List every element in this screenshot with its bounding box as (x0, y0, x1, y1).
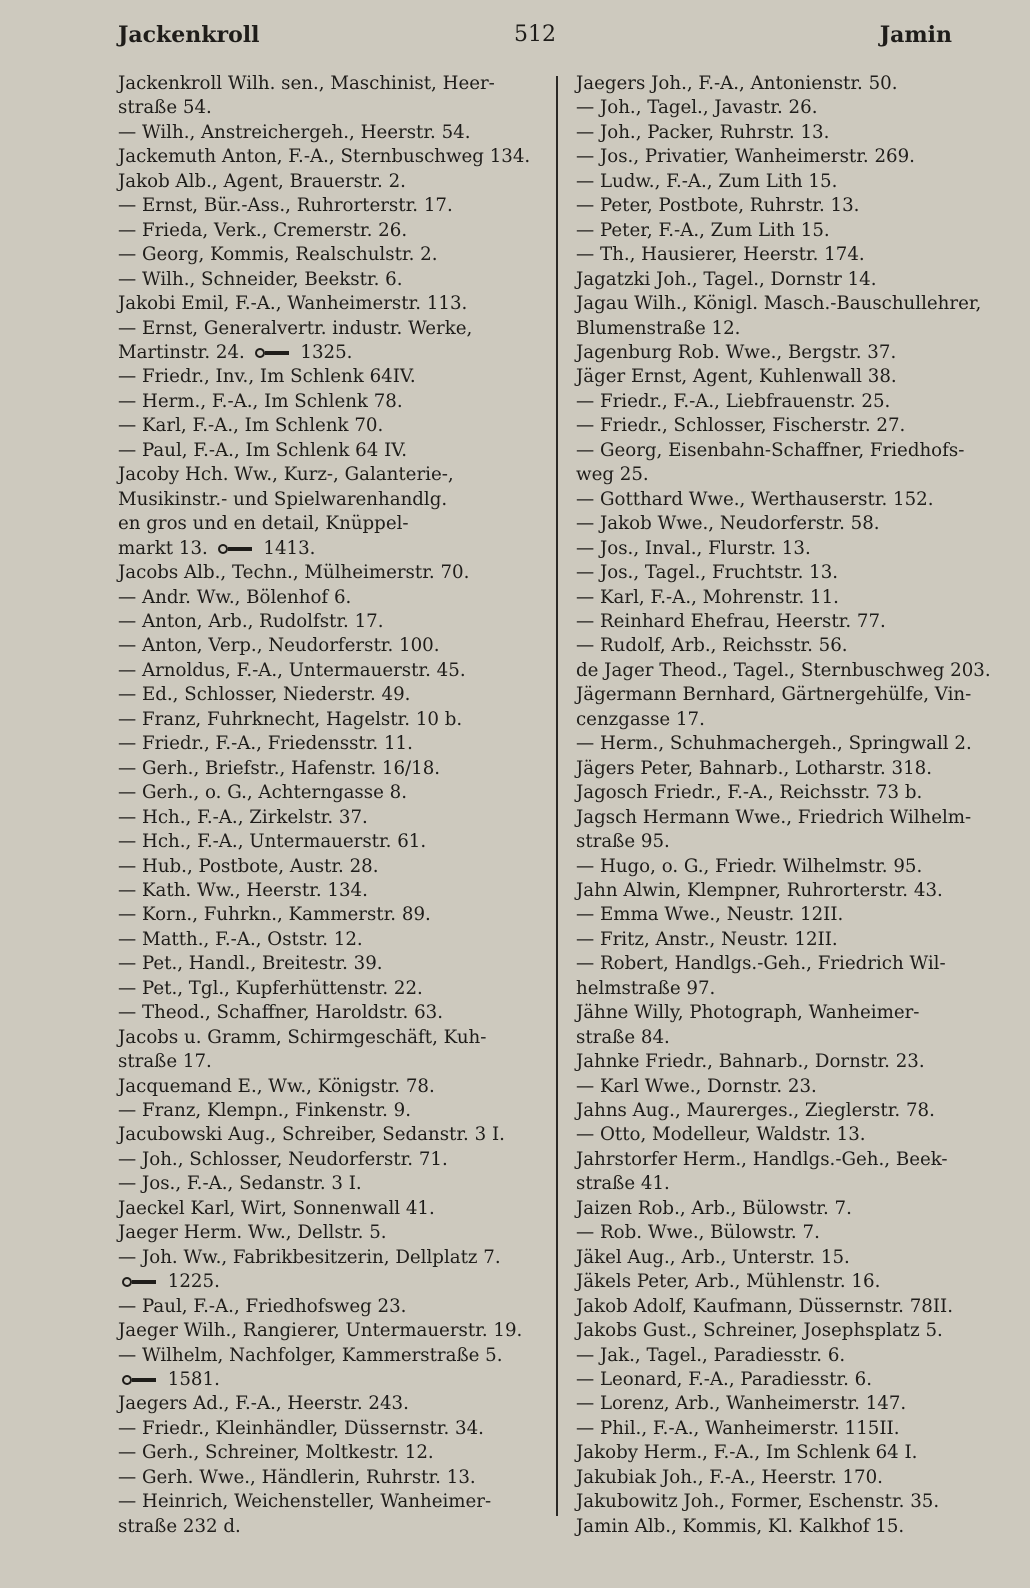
directory-entry (576, 561, 996, 585)
directory-entry (118, 72, 538, 121)
entry-line: — Jos., Tagel., Fruchtstr. 13. (576, 562, 839, 584)
entry-line: Jahrstorfer Herm., Handlgs.-Geh., Beek- (576, 1148, 948, 1170)
directory-entry (576, 1197, 996, 1221)
directory-entry (576, 170, 996, 194)
entry-line: Jäger Ernst, Agent, Kuhlenwall 38. (576, 366, 897, 388)
entry-line: straße 17. (118, 1051, 212, 1073)
directory-entry (118, 292, 538, 316)
directory-entry (118, 390, 538, 414)
entry-line: — Gerh. Wwe., Händlerin, Ruhrstr. 13. (118, 1466, 476, 1488)
entry-line: Jägers Peter, Bahnarb., Lotharstr. 318. (576, 757, 933, 779)
entry-line: Jakobi Emil, F.-A., Wanheimerstr. 113. (118, 293, 468, 315)
entry-line: Jagsch Hermann Wwe., Friedrich Wilhelm- (576, 806, 972, 828)
directory-entry (118, 145, 538, 169)
directory-entry (576, 659, 996, 683)
entry-line: — Paul, F.-A., Im Schlenk 64 IV. (118, 439, 408, 461)
directory-entry (118, 1295, 538, 1319)
entry-line: — Gotthard Wwe., Werthauserstr. 152. (576, 488, 934, 510)
entry-line: Jagau Wilh., Königl. Masch.-Bauschullehrer, (576, 293, 982, 315)
entry-line: — Otto, Modelleur, Waldstr. 13. (576, 1124, 866, 1146)
entry-line: — Phil., F.-A., Wanheimerstr. 115II. (576, 1417, 900, 1439)
entry-line: — Kath. Ww., Heerstr. 134. (118, 879, 368, 901)
directory-entry (576, 1344, 996, 1368)
entry-line: — Jak., Tagel., Paradiesstr. 6. (576, 1344, 846, 1366)
entry-line: Jagenburg Rob. Wwe., Bergstr. 37. (576, 341, 897, 363)
entry-line: — Lorenz, Arb., Wanheimerstr. 147. (576, 1393, 907, 1415)
directory-entry (576, 390, 996, 414)
directory-entry (118, 806, 538, 830)
entry-line: — Jakob Wwe., Neudorferstr. 58. (576, 513, 880, 535)
entry-line: — Hch., F.-A., Untermauerstr. 61. (118, 831, 427, 853)
directory-entry (118, 1148, 538, 1172)
entry-line: — Robert, Handlgs.-Geh., Friedrich Wil- (576, 953, 946, 975)
directory-entry (118, 1441, 538, 1465)
directory-entry (118, 879, 538, 903)
directory-entry (118, 219, 538, 243)
directory-entry (118, 952, 538, 976)
directory-entry (576, 855, 996, 879)
directory-entry (118, 194, 538, 218)
directory-entry (576, 634, 996, 658)
entry-line: — Gerh., Briefstr., Hafenstr. 16/18. (118, 757, 441, 779)
directory-entry (576, 488, 996, 512)
directory-entry (576, 72, 996, 96)
directory-entry (576, 732, 996, 756)
entry-line: Jakob Alb., Agent, Brauerstr. 2. (118, 170, 406, 192)
entry-line: 1225. (190, 1270, 538, 1294)
directory-entry (576, 1246, 996, 1270)
entry-line: — Rob. Wwe., Bülowstr. 7. (576, 1222, 820, 1244)
directory-entry (118, 903, 538, 927)
entry-line: straße 41. (576, 1173, 670, 1195)
entry-line: Martinstr. 24. 1325. (118, 341, 353, 363)
directory-entry (576, 1490, 996, 1514)
entry-line: — Friedr., Kleinhändler, Düssernstr. 34. (118, 1417, 484, 1439)
entry-line: — Anton, Verp., Neudorferstr. 100. (118, 635, 440, 657)
entry-line: — Matth., F.-A., Oststr. 12. (118, 928, 363, 950)
entry-line: Jaeger Herm. Ww., Dellstr. 5. (118, 1222, 387, 1244)
entry-line: Jagatzki Joh., Tagel., Dornstr 14. (576, 268, 877, 290)
entry-line: — Gerh., Schreiner, Moltkestr. 12. (118, 1442, 434, 1464)
header-last-entry: Jamin (879, 22, 952, 48)
entry-line: — Wilh., Schneider, Beekstr. 6. (118, 268, 403, 290)
entry-line: Jakubowitz Joh., Former, Eschenstr. 35. (576, 1491, 940, 1513)
directory-entry (576, 341, 996, 365)
directory-entry (118, 1221, 538, 1245)
entry-line: Jaeckel Karl, Wirt, Sonnenwall 41. (118, 1197, 435, 1219)
entry-line: — Friedr., F.-A., Liebfrauenstr. 25. (576, 390, 891, 412)
directory-entry (576, 1319, 996, 1343)
directory-entry (118, 830, 538, 854)
entry-line: cenzgasse 17. (576, 708, 705, 730)
directory-entry (576, 781, 996, 805)
directory-entry (576, 1099, 996, 1123)
entry-line: — Wilhelm, Nachfolger, Kammerstraße 5. (118, 1344, 503, 1366)
entry-line: — Jos., F.-A., Sedanstr. 3 I. (118, 1173, 362, 1195)
directory-entry (118, 243, 538, 267)
entry-line: Jacubowski Aug., Schreiber, Sedanstr. 3 I. (118, 1124, 505, 1146)
entry-line: — Heinrich, Weichensteller, Wanheimer- (118, 1491, 492, 1513)
entry-line: — Karl Wwe., Dornstr. 23. (576, 1075, 817, 1097)
entry-line: — Ludw., F.-A., Zum Lith 15. (576, 170, 838, 192)
entry-line: Jacobs Alb., Techn., Mülheimerstr. 70. (118, 562, 470, 584)
entry-line: Jackemuth Anton, F.-A., Sternbuschweg 134. (118, 146, 531, 168)
directory-entry (118, 1075, 538, 1099)
directory-entry (576, 1148, 996, 1197)
entry-line: — Andr. Ww., Bölenhof 6. (118, 586, 352, 608)
directory-entry (118, 1490, 538, 1539)
directory-entry (118, 268, 538, 292)
entry-line: straße 84. (576, 1026, 670, 1048)
entry-line: — Pet., Handl., Breitestr. 39. (118, 953, 383, 975)
entry-line: Blumenstraße 12. (576, 317, 741, 339)
directory-entry (576, 1270, 996, 1294)
directory-entry (576, 1221, 996, 1245)
entry-line: markt 13. 1413. (118, 537, 316, 559)
entry-line: 1581. (190, 1368, 538, 1392)
entry-line: de Jager Theod., Tagel., Sternbuschweg 203. (576, 659, 991, 681)
directory-entry (576, 145, 996, 169)
entry-line: Jamin Alb., Kommis, Kl. Kalkhof 15. (576, 1515, 905, 1537)
directory-entry (118, 1417, 538, 1441)
entry-line: — Georg, Eisenbahn-Schaffner, Friedhofs- (576, 439, 965, 461)
entry-line: weg 25. (576, 464, 649, 486)
directory-entry (118, 781, 538, 805)
entry-line: Musikinstr.- und Spielwarenhandlg. (118, 488, 448, 510)
directory-entry (576, 928, 996, 952)
entry-line: Jäkel Aug., Arb., Unterstr. 15. (576, 1246, 850, 1268)
entry-line: — Pet., Tgl., Kupferhüttenstr. 22. (118, 977, 423, 999)
entry-line: — Korn., Fuhrkn., Kammerstr. 89. (118, 904, 431, 926)
entry-line: Jacoby Hch. Ww., Kurz-, Galanterie-, (118, 464, 454, 486)
entry-line: — Georg, Kommis, Realschulstr. 2. (118, 244, 438, 266)
directory-entry (576, 1417, 996, 1441)
directory-entry (576, 903, 996, 927)
directory-entry (118, 757, 538, 781)
entry-line: — Ernst, Bür.-Ass., Ruhrorterstr. 17. (118, 195, 453, 217)
directory-entry (576, 586, 996, 610)
entry-line: Jackenkroll Wilh. sen., Maschinist, Heer- (118, 73, 495, 94)
directory-entry (118, 1319, 538, 1343)
entry-line: Jakubiak Joh., F.-A., Heerstr. 170. (576, 1466, 883, 1488)
directory-entry (576, 414, 996, 438)
entry-line: Jahnke Friedr., Bahnarb., Dornstr. 23. (576, 1051, 925, 1073)
directory-entry (576, 268, 996, 292)
telephone-key-icon (122, 1374, 156, 1386)
entry-line: — Peter, F.-A., Zum Lith 15. (576, 219, 830, 241)
entry-line: Jagosch Friedr., F.-A., Reichsstr. 73 b. (576, 782, 923, 804)
entry-line: — Joh., Tagel., Javastr. 26. (576, 97, 818, 119)
directory-entry (118, 1001, 538, 1025)
entry-line: straße 95. (576, 831, 670, 853)
telephone-key-icon (255, 347, 289, 359)
entry-line: — Anton, Arb., Rudolfstr. 17. (118, 610, 384, 632)
directory-entry (118, 634, 538, 658)
directory-entry (576, 1075, 996, 1099)
directory-entry (118, 1466, 538, 1490)
entry-line: Jaegers Ad., F.-A., Heerstr. 243. (118, 1393, 409, 1415)
directory-entry (576, 1295, 996, 1319)
directory-entry (118, 659, 538, 683)
directory-entry (118, 463, 538, 561)
directory-entry (576, 952, 996, 1001)
directory-entry (576, 1515, 996, 1539)
entry-line: — Theod., Schaffner, Haroldstr. 63. (118, 1002, 444, 1024)
entry-line: — Hugo, o. G., Friedr. Wilhelmstr. 95. (576, 855, 923, 877)
entry-line: — Gerh., o. G., Achterngasse 8. (118, 782, 407, 804)
directory-entry (118, 1099, 538, 1123)
directory-entry (118, 1026, 538, 1075)
directory-entry (576, 219, 996, 243)
directory-entry (576, 512, 996, 536)
entry-line: Jakoby Herm., F.-A., Im Schlenk 64 I. (576, 1442, 918, 1464)
entry-line: helmstraße 97. (576, 977, 716, 999)
entry-line: Jahns Aug., Maurerges., Zieglerstr. 78. (576, 1100, 935, 1122)
directory-entry (576, 96, 996, 120)
page-header (118, 22, 952, 52)
entry-line: — Leonard, F.-A., Paradiesstr. 6. (576, 1369, 873, 1391)
directory-entry (118, 170, 538, 194)
directory-entry (576, 1466, 996, 1490)
entry-line: Jägermann Bernhard, Gärtnergehülfe, Vin- (576, 684, 972, 706)
entry-line: — Friedr., F.-A., Friedensstr. 11. (118, 733, 413, 755)
entry-line: — Fritz, Anstr., Neustr. 12II. (576, 928, 838, 950)
entry-line: — Ernst, Generalvertr. industr. Werke, (118, 317, 473, 339)
entry-line: — Hub., Postbote, Austr. 28. (118, 855, 379, 877)
directory-entry (576, 1050, 996, 1074)
directory-entry (576, 121, 996, 145)
directory-entry (576, 243, 996, 267)
entry-line: — Joh., Packer, Ruhrstr. 13. (576, 121, 830, 143)
directory-entry (118, 1246, 538, 1295)
directory-entry (576, 1001, 996, 1050)
directory-entry (576, 439, 996, 488)
directory-entry (576, 194, 996, 218)
entry-line: — Friedr., Inv., Im Schlenk 64IV. (118, 366, 416, 388)
telephone-key-icon (218, 543, 252, 555)
entry-line: straße 54. (118, 97, 212, 119)
entry-line: — Franz, Klempn., Finkenstr. 9. (118, 1100, 411, 1122)
entry-line: Jacquemand E., Ww., Königstr. 78. (118, 1075, 435, 1097)
left-column (118, 72, 538, 1539)
entry-line: — Herm., Schuhmachergeh., Springwall 2. (576, 733, 972, 755)
entry-line: — Frieda, Verk., Cremerstr. 26. (118, 219, 408, 241)
directory-entry (118, 1172, 538, 1196)
directory-entry (118, 977, 538, 1001)
entry-line: Jaegers Joh., F.-A., Antonienstr. 50. (576, 73, 898, 94)
directory-entry (118, 586, 538, 610)
directory-entry (118, 1392, 538, 1416)
entry-line: — Emma Wwe., Neustr. 12II. (576, 904, 844, 926)
directory-entry (576, 1368, 996, 1392)
telephone-key-icon (122, 1276, 156, 1288)
directory-entry (118, 414, 538, 438)
directory-entry (576, 610, 996, 634)
directory-entry (576, 879, 996, 903)
directory-entry (576, 292, 996, 341)
column-divider (556, 76, 558, 1516)
directory-entry (576, 1392, 996, 1416)
entry-line: Jakobs Gust., Schreiner, Josephsplatz 5. (576, 1320, 943, 1342)
entry-line: — Ed., Schlosser, Niederstr. 49. (118, 684, 411, 706)
directory-entry (576, 683, 996, 732)
entry-line: Jakob Adolf, Kaufmann, Düssernstr. 78II. (576, 1295, 953, 1317)
directory-entry (576, 537, 996, 561)
entry-line: — Jos., Privatier, Wanheimerstr. 269. (576, 146, 915, 168)
entry-line: en gros und en detail, Knüppel- (118, 513, 409, 535)
directory-entry (576, 365, 996, 389)
entry-line: Jäkels Peter, Arb., Mühlenstr. 16. (576, 1271, 881, 1293)
entry-line: — Rudolf, Arb., Reichsstr. 56. (576, 635, 848, 657)
directory-entry (118, 317, 538, 366)
directory-entry (118, 732, 538, 756)
entry-line: straße 232 d. (118, 1515, 241, 1537)
directory-entry (118, 365, 538, 389)
entry-line: — Paul, F.-A., Friedhofsweg 23. (118, 1295, 407, 1317)
entry-line: — Th., Hausierer, Heerstr. 174. (576, 244, 865, 266)
entry-line: — Joh. Ww., Fabrikbesitzerin, Dellplatz 7. (118, 1246, 501, 1268)
directory-entry (118, 121, 538, 145)
entry-line: Jaizen Rob., Arb., Bülowstr. 7. (576, 1197, 852, 1219)
right-column (576, 72, 996, 1539)
entry-line: — Joh., Schlosser, Neudorferstr. 71. (118, 1148, 448, 1170)
entry-line: — Franz, Fuhrknecht, Hagelstr. 10 b. (118, 708, 463, 730)
entry-line: — Jos., Inval., Flurstr. 13. (576, 537, 811, 559)
entry-line: — Karl, F.-A., Im Schlenk 70. (118, 415, 384, 437)
entry-line: — Reinhard Ehefrau, Heerstr. 77. (576, 610, 886, 632)
entry-line: — Hch., F.-A., Zirkelstr. 37. (118, 806, 368, 828)
directory-entry (118, 1344, 538, 1393)
directory-entry (118, 1123, 538, 1147)
directory-entry (118, 683, 538, 707)
directory-entry (118, 928, 538, 952)
directory-entry (576, 806, 996, 855)
entry-line: Jähne Willy, Photograph, Wanheimer- (576, 1002, 920, 1024)
directory-entry (118, 561, 538, 585)
directory-entry (576, 1123, 996, 1147)
entry-line: — Wilh., Anstreichergeh., Heerstr. 54. (118, 121, 471, 143)
entry-line: Jahn Alwin, Klempner, Ruhrorterstr. 43. (576, 879, 943, 901)
directory-entry (576, 757, 996, 781)
entry-line: Jacobs u. Gramm, Schirmgeschäft, Kuh- (118, 1026, 487, 1048)
entry-line: — Friedr., Schlosser, Fischerstr. 27. (576, 415, 906, 437)
directory-entry (118, 708, 538, 732)
entry-line: — Karl, F.-A., Mohrenstr. 11. (576, 586, 839, 608)
directory-entry (118, 610, 538, 634)
entry-line: Jaeger Wilh., Rangierer, Untermauerstr. 19. (118, 1320, 523, 1342)
directory-entry (576, 1441, 996, 1465)
entry-line: — Peter, Postbote, Ruhrstr. 13. (576, 195, 860, 217)
directory-entry (118, 439, 538, 463)
directory-entry (118, 1197, 538, 1221)
page-number: 512 (514, 22, 556, 47)
entry-line: — Herm., F.-A., Im Schlenk 78. (118, 390, 403, 412)
header-first-entry: Jackenkroll (118, 22, 260, 48)
entry-line: — Arnoldus, F.-A., Untermauerstr. 45. (118, 659, 466, 681)
directory-entry (118, 855, 538, 879)
